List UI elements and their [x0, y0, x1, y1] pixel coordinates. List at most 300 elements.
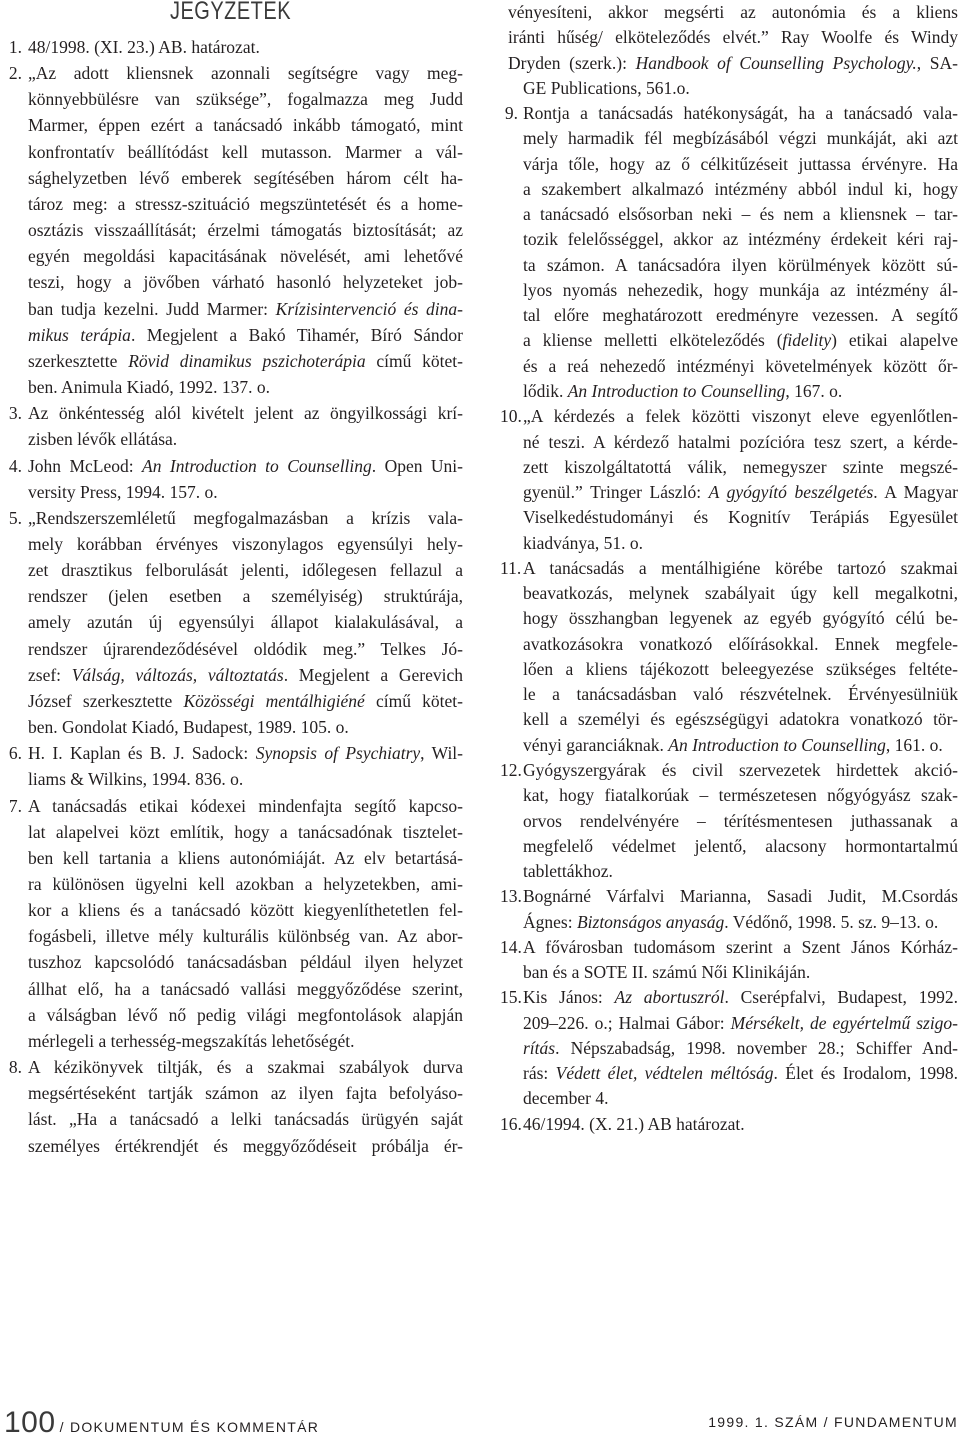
footnote-text: . A Magyar	[873, 482, 958, 503]
footnote-line-text	[508, 51, 958, 76]
footnote-line-text	[28, 1002, 463, 1028]
footnote-text: . Védőnő, 1998. 5. sz. 9–13. o.	[724, 911, 939, 932]
cited-title: Handbook of Counselling Psychology.	[635, 52, 917, 73]
footnote-text: tároz meg: a stressz-szituáció megszüntetését és a home-	[28, 193, 463, 214]
footnote-line-text	[523, 202, 958, 227]
footnote-line-text	[523, 606, 958, 631]
footnote-text: , 161. o.	[885, 734, 943, 755]
footnote-text: . Népszabadság, 1998. november 28.; Schiffer And-	[555, 1037, 958, 1058]
footnote-line	[28, 793, 463, 819]
footnote-text: tuszhoz kapcsolódó tanácsadásban például ilyen helyzet	[28, 952, 463, 973]
footnote-line-text	[28, 348, 463, 374]
page-title: JEGYZETEK	[170, 0, 292, 25]
footnote-line-text	[523, 379, 842, 404]
footnote-text: tablettákhoz.	[523, 861, 613, 882]
footnote-line	[28, 531, 463, 557]
footnote-number: 5.	[8, 507, 22, 528]
footnote-line-text	[28, 636, 463, 662]
footnote	[8, 793, 463, 1055]
cited-title: rítás	[523, 1037, 556, 1058]
footnote-line	[28, 34, 463, 60]
footnote-text: A kézikönyvek tiltják, és a szakmai szabályok durva	[28, 1057, 463, 1078]
footnote-line	[28, 296, 463, 322]
footnote-line-text	[28, 86, 463, 112]
footnote-line-text	[28, 243, 463, 269]
footnote-line-text	[28, 269, 463, 295]
footnote-text: állhat elő, ha a tanácsadó vallási meggyőződése szerint,	[28, 978, 463, 999]
footnote-line-text	[523, 985, 958, 1010]
footnote-line-text	[28, 897, 463, 923]
footnote-line-text	[523, 910, 938, 935]
footnote-line	[28, 871, 463, 897]
footnote-text: könnyebbülésre van szüksége”, fogalmazza meg Judd	[28, 89, 463, 110]
footnote-text: című kötet-	[365, 350, 463, 371]
cited-title: An Introduction to Counselling	[142, 455, 372, 476]
footnote-line-text	[523, 1011, 958, 1036]
footnote-line	[28, 688, 463, 714]
footnote-line-text	[523, 682, 958, 707]
footnote-line-text	[523, 935, 958, 960]
footnote-line	[28, 923, 463, 949]
footnote-line-text	[28, 1133, 463, 1159]
footnote	[500, 101, 958, 404]
footnote-text: gyenül.” Tringer László:	[523, 482, 709, 503]
footnote-text: vényi garanciáknak.	[523, 734, 669, 755]
footnote-line	[523, 455, 958, 480]
footnote-line	[28, 479, 463, 505]
footnote-line-text	[28, 793, 463, 819]
footnote	[500, 985, 958, 1111]
footnote-line-text	[523, 834, 958, 859]
footnote-text: beavatkozás, melynek szabályait úgy kell megalkotni,	[523, 583, 958, 604]
footnote-line	[523, 126, 958, 151]
footnote-line	[28, 636, 463, 662]
footnote-line-text	[523, 758, 958, 783]
footnote-line-text	[523, 859, 613, 884]
footnote-line	[28, 60, 463, 86]
footnote-text: lyos nyomás nehezedik, hogy munkája az intézmény ál-	[523, 279, 958, 300]
footnote-line	[28, 1080, 463, 1106]
footnote-text: december 4.	[523, 1088, 609, 1109]
footnote-line-text	[523, 152, 958, 177]
footnote-line	[523, 606, 958, 631]
footnote-number: 7.	[8, 795, 22, 816]
footnote-number: 9.	[504, 103, 518, 124]
footnote-line	[523, 152, 958, 177]
footnote-line-text	[28, 479, 218, 505]
footnote-line-text	[28, 453, 463, 479]
footnote-text: . Megjelent a Gerevich	[283, 664, 463, 685]
footnote-text: lődik.	[523, 380, 568, 401]
footnote-text: 46/1994. (X. 21.) AB határozat.	[523, 1113, 745, 1134]
footnote-line	[523, 480, 958, 505]
footnote-line-text	[523, 707, 958, 732]
footnote-text: Az önkéntesség alól kivételt jelent az öngyilkossági krí-	[28, 403, 463, 424]
footnote-text: kiadványa, 51. o.	[523, 532, 644, 553]
footnote-line	[523, 328, 958, 353]
footnote-line	[28, 897, 463, 923]
cited-title: An Introduction to Counselling	[567, 380, 786, 401]
footnote-line	[523, 935, 958, 960]
footnote-line	[523, 505, 958, 530]
footnote-line-text	[28, 1080, 463, 1106]
footnote-line-text	[28, 374, 270, 400]
footnote-line	[28, 949, 463, 975]
footnote-text: a kliense melletti elköteleződés (	[523, 330, 783, 351]
footnote	[500, 884, 958, 935]
footnote-line-text	[28, 322, 463, 348]
footnote-line-text	[523, 354, 958, 379]
footnote-number: 12.	[500, 759, 522, 780]
footnote-line	[28, 740, 463, 766]
footnote	[8, 400, 463, 452]
footnote-text: ban tudja kezelni. Judd Marmer:	[28, 298, 276, 319]
footnote-text: sághelyzetben lévő emberek segítésében három célt ha-	[28, 167, 463, 188]
cited-title: Védett élet, védtelen méltóság	[555, 1063, 774, 1084]
page-number: 100	[4, 1406, 56, 1438]
footnote-line	[523, 1011, 958, 1036]
footnote-text: tal előre meghatározott eredményre vezessen. A segítő	[523, 305, 958, 326]
footnote	[8, 34, 463, 60]
footnote-text: a tanácsadó elsősorban neki – és nem a kliensnek – tar-	[523, 204, 958, 225]
footnote-line	[28, 662, 463, 688]
footnote-text: H. I. Kaplan és B. J. Sadock:	[28, 743, 256, 764]
footnote-line	[508, 51, 958, 76]
footnote-text: osztázis visszaállítását; érzelmi támogatás biztosítását; az	[28, 220, 463, 241]
footnote-line	[523, 834, 958, 859]
footnote-text: zsef:	[28, 664, 72, 685]
footnote-line	[28, 583, 463, 609]
footnote-text: Gyógyszergyárak és civil szervezetek hirdettek akció-	[523, 759, 958, 780]
footnote-line	[523, 202, 958, 227]
footnote-line-text	[523, 809, 958, 834]
footnote-text: ) etikai alapelve	[831, 330, 958, 351]
footnote-line-text	[523, 480, 958, 505]
footnote-line-text	[523, 404, 958, 429]
footnote-text: , Wil-	[420, 743, 463, 764]
section-title: / DOKUMENTUM ÉS KOMMENTÁR	[59, 1419, 320, 1435]
cited-title: A gyógyító beszélgetés	[708, 482, 874, 503]
footnote-line	[508, 76, 958, 101]
footnote-line	[523, 758, 958, 783]
footnote	[500, 758, 958, 884]
footnote-number: 3.	[8, 403, 22, 424]
footnote-text: GE Publications, 561.o.	[523, 77, 690, 98]
footnote-number: 1.	[8, 37, 22, 57]
footnote-line	[28, 1028, 463, 1054]
footnote-text: ra különösen ügyelni kell azokban a helyzetekben, ami-	[28, 874, 463, 894]
footnote-line-text	[523, 430, 958, 455]
footnote-line-text	[28, 976, 463, 1002]
footnote-line	[523, 657, 958, 682]
notes-column-left	[8, 34, 463, 1159]
footnote-text: versity Press, 1994. 157. o.	[28, 481, 218, 502]
footnote-line-text	[523, 657, 958, 682]
footnote-text: című kötet-	[364, 690, 463, 711]
footnote-line-text	[523, 455, 958, 480]
footnote-number: 11.	[500, 557, 522, 578]
footnote-text: konfrontatív beállítódást kell mutasson. Marmer a vál-	[28, 141, 463, 162]
footnote-text: ban és a SOTE II. számú Női Klinikáján.	[523, 962, 811, 983]
cited-title: mikus terápia	[28, 324, 131, 345]
cited-title: Közösségi mentálhigiéné	[183, 690, 365, 711]
footnote-text: . Cserépfalvi, Budapest, 1992.	[724, 987, 959, 1008]
footnote-text: zett kiszolgáltatottá válik, nemegyszer szinte megszé-	[523, 456, 958, 477]
footnote-text: . Megjelent a Bakó Tihamér, Bíró Sándor	[130, 324, 463, 345]
footnote-text: Rontja a tanácsadás hatékonyságát, ha a tanácsadó vala-	[523, 103, 958, 124]
footnote-line	[523, 809, 958, 834]
notes-column-right	[500, 0, 958, 1137]
footnote-text: , SA-	[916, 52, 958, 73]
footnote-line-text	[523, 556, 958, 581]
footnote-line	[28, 112, 463, 138]
footnote-line	[28, 1054, 463, 1080]
footnote-text: . Open Uni-	[371, 455, 463, 476]
footnote-number: 8.	[8, 1057, 22, 1078]
footnote-line	[523, 1061, 958, 1086]
footnote-text: szerkesztette	[28, 350, 129, 371]
footnote-line	[28, 557, 463, 583]
footnote-text: teszi, hogy a jövőben várható hasonló helyzeteket job-	[28, 272, 463, 293]
footnote-number: 6.	[8, 743, 22, 764]
cited-title: Krízisintervenció és dina-	[275, 298, 463, 319]
footnote-text: kor a kliens és a tanácsadó között kiegyenlíthetetlen fel-	[28, 900, 463, 921]
footnote-line-text	[523, 733, 943, 758]
cited-title: Rövid dinamikus pszichoterápia	[128, 350, 366, 371]
footnote-text: tozik felelősséggel, akkor az intézmény érdekeit kéri raj-	[523, 229, 958, 250]
footnote-line-text	[28, 217, 463, 243]
footnote-line-text	[523, 1112, 745, 1137]
footnote-continuation	[500, 0, 958, 101]
footnote-text: „Rendszerszemléletű megfogalmazásban a krízis vala-	[28, 507, 463, 528]
footnote-line-text	[28, 845, 463, 871]
footnote-line-text	[28, 740, 463, 766]
cited-title: An Introduction to Counselling	[668, 734, 886, 755]
footnote-line-text	[508, 0, 958, 25]
footnote-text: várja tőle, hogy az ő célkitűzéseit juttassa érvényre. Ha	[523, 153, 958, 174]
page-footer-left	[4, 1408, 319, 1438]
footnote-line-text	[28, 165, 463, 191]
footnote-number: 10.	[500, 406, 522, 427]
footnote-text: liams & Wilkins, 1994. 836. o.	[28, 769, 244, 790]
footnote-text: kell a személyi és egészségügyi adatokra vonatkozó tör-	[523, 709, 958, 730]
footnote-text: orvos rendelvényére – térítésmentesen juthassanak a	[523, 810, 958, 831]
footnote-line	[523, 884, 958, 909]
footnote-text: „Az adott kliensnek azonnali segítségre vagy meg-	[28, 63, 463, 84]
footnote-line-text	[28, 426, 177, 452]
footnote-line-text	[523, 1061, 958, 1086]
footnote-text: zisben lévők ellátása.	[28, 429, 178, 450]
footnote-line	[523, 1036, 958, 1061]
footnote-line-text	[523, 632, 958, 657]
footnote-line-text	[28, 60, 463, 86]
footnote-text: A fővárosban tudomásom szerint a Szent János Kórház-	[523, 936, 958, 957]
footnote	[500, 935, 958, 986]
footnote-line	[523, 227, 958, 252]
footnote	[8, 1054, 463, 1159]
issue-label: 1999. 1. SZÁM / FUNDAMENTUM	[708, 1414, 958, 1430]
footnote-text: József szerkesztette	[28, 690, 184, 711]
footnote-text: Kis János:	[523, 987, 615, 1008]
footnote-text: A tanácsadás etikai kódexei mindenfajta segítő kapcso-	[28, 795, 463, 816]
footnote-line-text	[523, 505, 958, 530]
footnote	[500, 556, 958, 758]
footnote	[8, 740, 463, 792]
footnote-number: 4.	[8, 455, 22, 476]
footnote-text: lat alapelvei közt említik, hogy a tanácsadónak tisztelet-	[28, 821, 463, 842]
footnote-line-text	[28, 112, 463, 138]
footnote-line	[28, 217, 463, 243]
footnote-text: és a reá nehezedő intézményi követelmények között őr-	[523, 355, 958, 376]
footnote-line	[28, 269, 463, 295]
footnote-line-text	[523, 253, 958, 278]
footnote-text: John McLeod:	[28, 455, 143, 476]
footnote-line	[508, 25, 958, 50]
footnote-text: Viselkedéstudományi és Kognitív Terápiás Egyesület	[523, 507, 958, 528]
footnote-text: „A kérdezés a felek közötti viszonyt eleve egyenlőtlen-	[523, 406, 958, 427]
footnote-line-text	[28, 296, 463, 322]
footnote-line	[523, 783, 958, 808]
cited-title: Mérsékelt, de egyértelmű szigo-	[730, 1012, 959, 1033]
footnote-number: 15.	[500, 987, 522, 1008]
footnote-text: mely korábban érvényes viszonylagos egyensúlyi hely-	[28, 533, 463, 554]
footnote-line-text	[523, 227, 958, 252]
footnote-line	[523, 682, 958, 707]
footnote-text: rendszer (jelen esetben a személyiség) struktúrája,	[28, 586, 463, 607]
footnote-line	[28, 191, 463, 217]
footnote-line	[28, 1106, 463, 1132]
footnote-line-text	[28, 766, 243, 792]
footnote-line	[28, 845, 463, 871]
footnote-line	[28, 609, 463, 635]
footnote-line-text	[28, 191, 463, 217]
footnote-line	[28, 1133, 463, 1159]
footnote-line-text	[523, 1086, 609, 1111]
footnote-line	[28, 505, 463, 531]
footnote-line	[523, 1086, 958, 1111]
footnote-text: 48/1998. (XI. 23.) AB. határozat.	[28, 37, 260, 57]
footnote-line-text	[28, 662, 463, 688]
footnote-text: mely harmadik fél megbízásából végzi munkáját, aki azt	[523, 128, 958, 149]
footnote	[8, 505, 463, 740]
footnote-line-text	[523, 278, 958, 303]
footnote-line	[523, 859, 958, 884]
footnote-text: iránti hűség/ elköteleződés elvét.” Ray Woolfe és Windy	[508, 27, 958, 48]
footnote-line-text	[523, 101, 958, 126]
footnote-text: ben kell tartania a kliens autonómiáját. Az elv betartásá-	[28, 847, 463, 868]
footnote-line	[508, 0, 958, 25]
footnote-text: rás:	[523, 1063, 556, 1084]
footnote-line	[523, 303, 958, 328]
footnote-text: megfelelő védelmet jelentő, alacsony hormontartalmú	[523, 835, 958, 856]
footnote-line	[28, 243, 463, 269]
footnote-text: Ágnes:	[523, 911, 577, 932]
footnote-line-text	[523, 884, 958, 909]
footnote-line-text	[523, 581, 958, 606]
cited-title: Biztonságos anyaság	[576, 911, 725, 932]
footnote-text: . Élet és Irodalom, 1998.	[773, 1063, 958, 1084]
footnote-text: hogy összhangban legyenek az egyéb gyógyító célú be-	[523, 608, 958, 629]
footnote-text: zet drasztikus felborulását jelenti, időlegesen fellazul a	[28, 560, 463, 581]
footnote-line	[523, 379, 958, 404]
footnote-line	[523, 177, 958, 202]
footnote-line-text	[523, 531, 643, 556]
footnote-line-text	[28, 688, 463, 714]
footnote-text: személyes értékrendjét és meggyőződéseit próbálja ér-	[28, 1135, 463, 1156]
footnote-line-text	[523, 960, 810, 985]
footnote-line	[28, 453, 463, 479]
footnote-text: vényesíteni, akkor megsérti az autonómia és a kliens	[508, 2, 958, 22]
footnote-text: kat, hogy fiatalkorúak – természetesen nőgyógyász szak-	[523, 785, 958, 806]
footnote-text: megsértéseként tartják számon az ilyen fajta befolyáso-	[28, 1083, 463, 1104]
footnote-line-text	[523, 328, 958, 353]
footnote-number: 13.	[500, 886, 522, 907]
footnote-text: Dryden (szerk.):	[508, 52, 636, 73]
footnote-line	[28, 1002, 463, 1028]
footnote-line	[523, 910, 958, 935]
cited-title: Válság, változás, változtatás	[71, 664, 284, 685]
footnote-line	[28, 322, 463, 348]
footnote-text: A tanácsadás a mentálhigiéne körébe tartozó szakmai	[523, 557, 958, 578]
footnote-line-text	[28, 139, 463, 165]
footnote-line	[523, 430, 958, 455]
footnote-line	[28, 139, 463, 165]
footnote-line-text	[28, 1028, 355, 1054]
footnote	[8, 453, 463, 505]
footnote-line-text	[28, 505, 463, 531]
footnote	[500, 1112, 958, 1137]
footnote-line-text	[28, 923, 463, 949]
footnote-line	[523, 404, 958, 429]
footnote-text: avatkozásokra vonatkozó előírásokkal. Ennek megfele-	[523, 633, 958, 654]
footnote-text: né teszi. A kérdező hatalmi pozícióra tesz szert, a kérde-	[523, 431, 958, 452]
footnote-line	[523, 985, 958, 1010]
footnote-line-text	[28, 714, 349, 740]
cited-title: fidelity	[782, 330, 832, 351]
footnote-line-text	[28, 609, 463, 635]
footnote-text: Bognárné Várfalvi Marianna, Sasadi Judit, M.Csordás	[523, 886, 958, 907]
cited-title: Az abortuszról	[614, 987, 725, 1008]
footnote-line	[523, 253, 958, 278]
footnote	[500, 404, 958, 556]
footnote-line-text	[28, 1106, 463, 1132]
footnote-text: mérlegeli a terhesség-megszakítás lehetőségét.	[28, 1030, 355, 1051]
footnote-text: lást. „Ha a tanácsadó a lelki tanácsadás ürügyén saját	[28, 1109, 463, 1130]
footnote-line-text	[28, 557, 463, 583]
footnote-line	[523, 101, 958, 126]
footnote-line-text	[523, 303, 958, 328]
footnote-text: Marmer, éppen ezért a tanácsadó inkább támogató, mint	[28, 115, 463, 136]
footnote-text: le a tanácsadásban való részvételnek. Érvényesülniük	[523, 684, 958, 705]
footnote-line	[523, 278, 958, 303]
footnote-line	[28, 426, 463, 452]
footnote-line-text	[523, 783, 958, 808]
footnote-line	[523, 556, 958, 581]
footnote-line	[523, 581, 958, 606]
footnote-line-text	[523, 1036, 958, 1061]
footnote-line-text	[28, 531, 463, 557]
footnote-line-text	[28, 949, 463, 975]
footnote-line-text	[28, 871, 463, 897]
footnote-line-text	[28, 1054, 463, 1080]
footnote-text: lően a kliens tájékozott beleegyezése szükséges feltéte-	[523, 658, 958, 679]
footnote-text: , 167. o.	[785, 380, 843, 401]
footnote-text: amely azután új egyensúlyi állapot kialakulásával, a	[28, 612, 463, 633]
footnote-line-text	[508, 25, 958, 50]
footnote-line	[28, 86, 463, 112]
footnote-line	[523, 632, 958, 657]
footnote-line-text	[28, 400, 463, 426]
